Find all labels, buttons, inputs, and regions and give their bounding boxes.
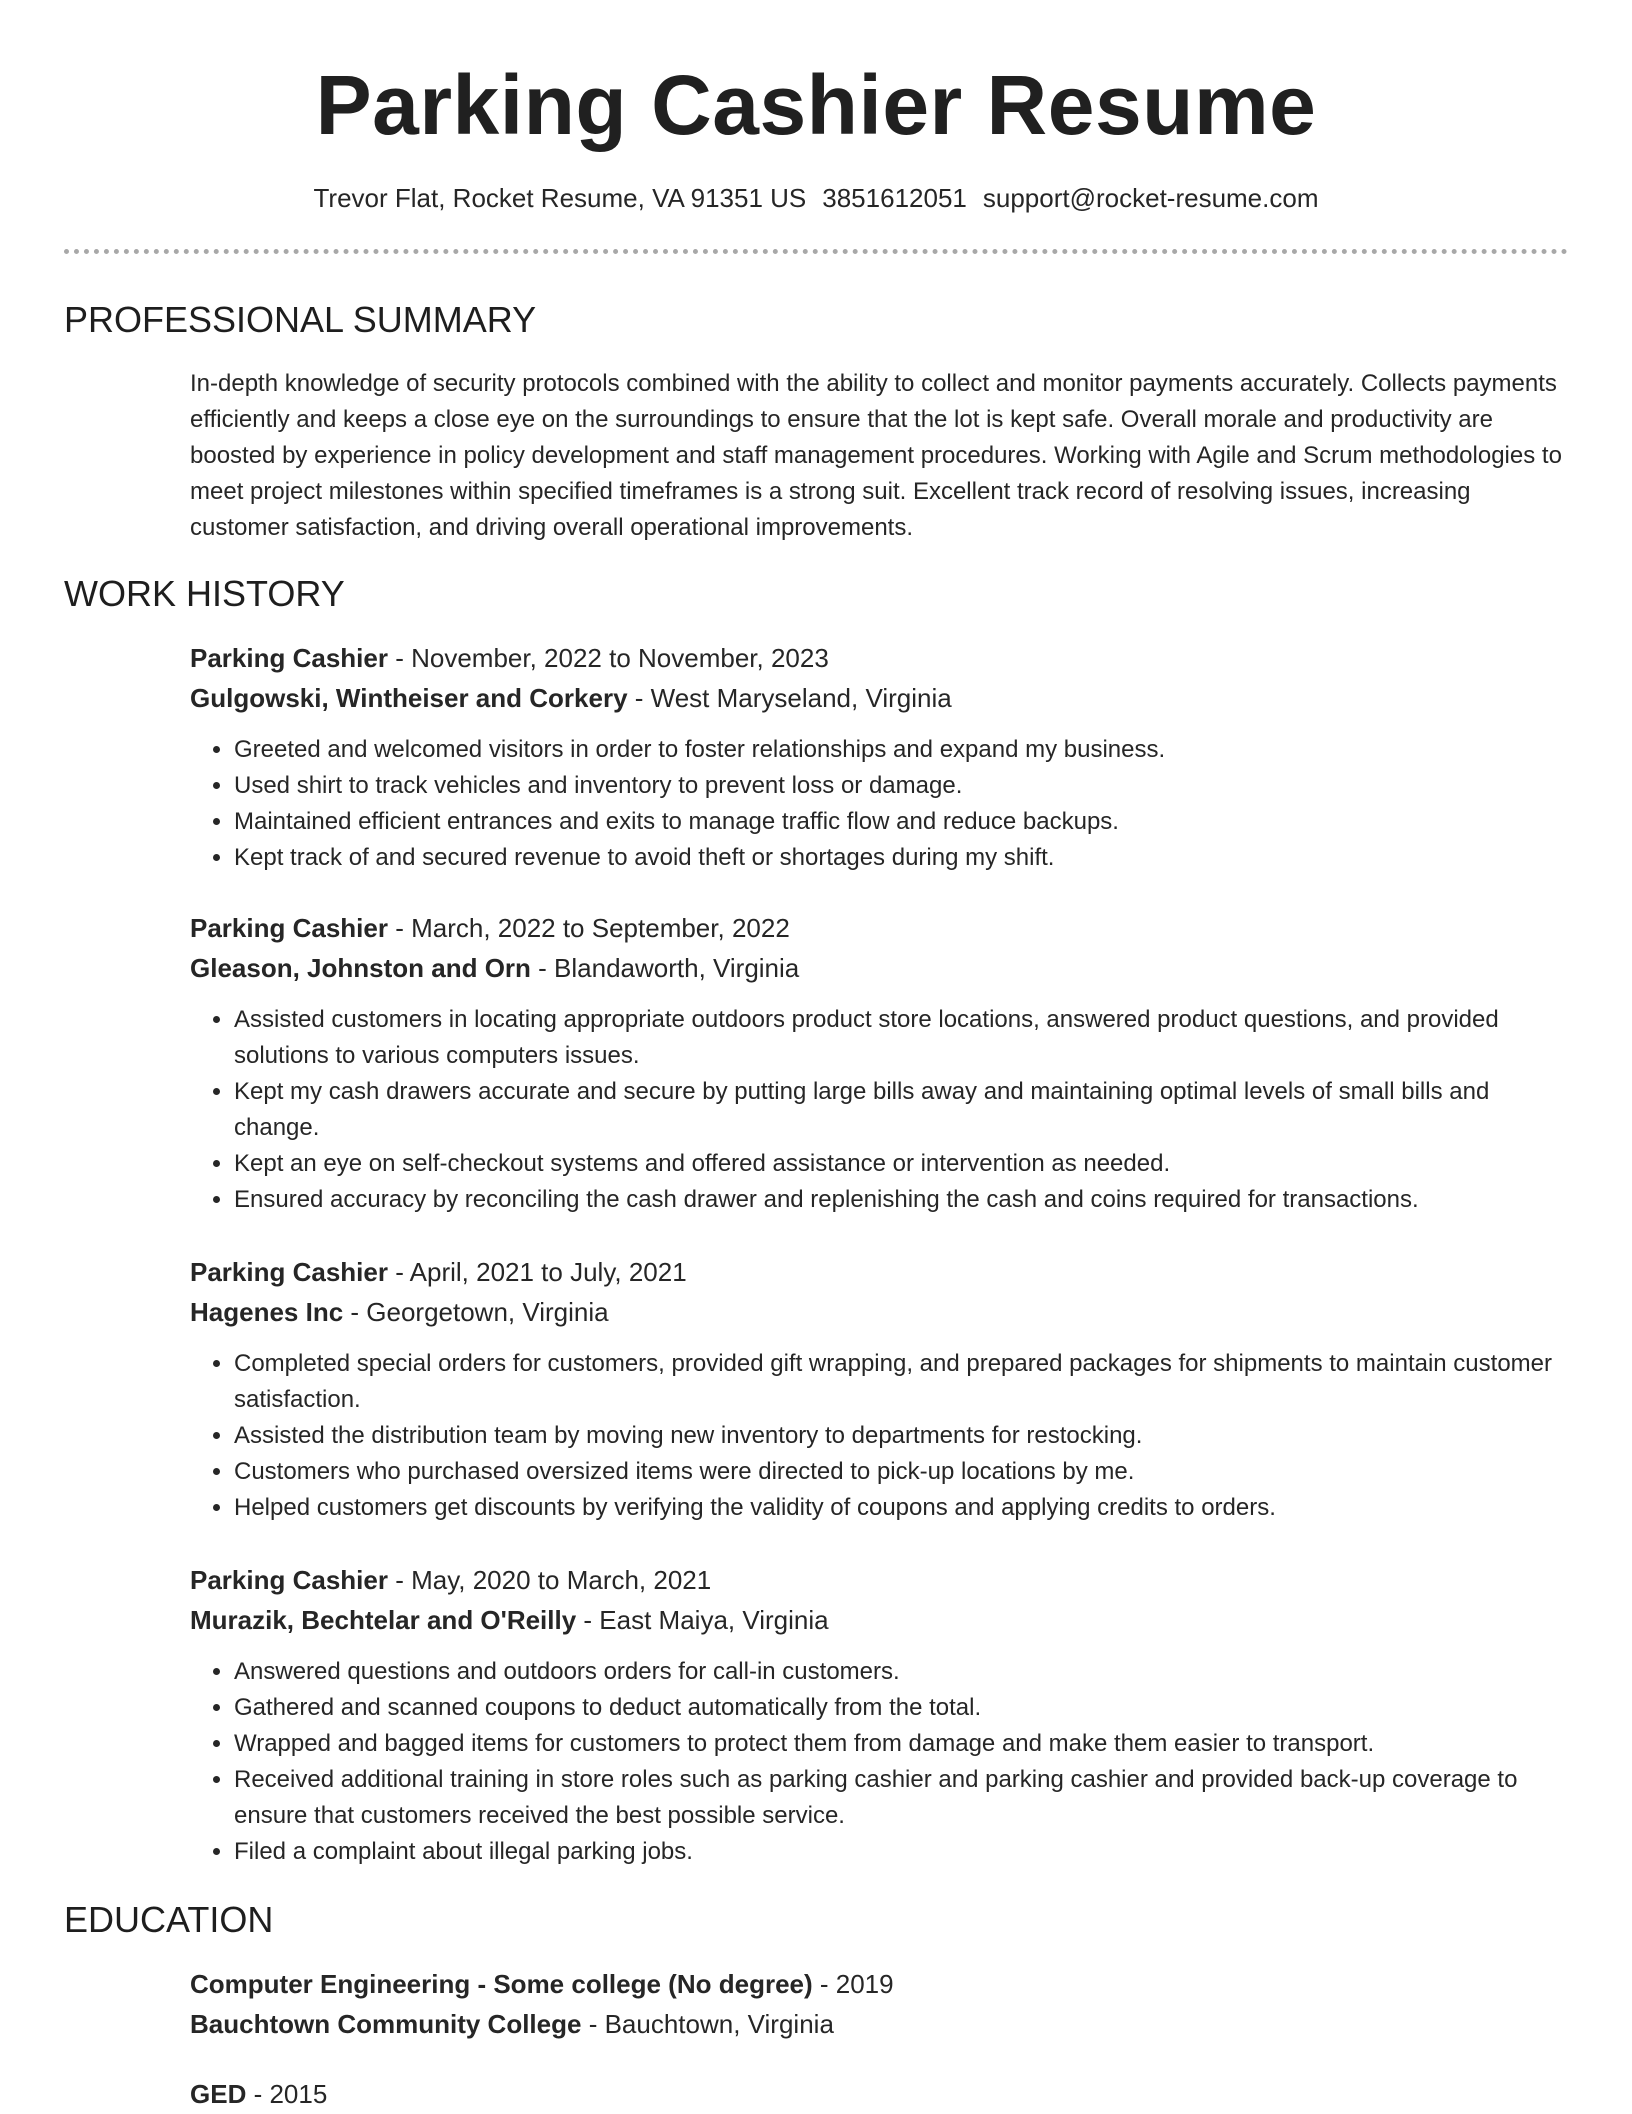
edu-degree: Computer Engineering - Some college (No degree): [190, 1969, 813, 1999]
job-bullet: • Received additional training in store roles such as parking cashier and parking cashier and provided back-up coverage to ensure that customers received the best possible service.: [234, 1762, 1570, 1834]
job-title: Parking Cashier: [190, 913, 388, 943]
job-title-line: [190, 1560, 1570, 1600]
contact-phone: 3851612051: [822, 183, 967, 213]
job-bullets: [190, 732, 1570, 876]
education-entry: [190, 1964, 1570, 2044]
job-dates: - November, 2022 to November, 2023: [387, 643, 829, 673]
job-dates: - April, 2021 to July, 2021: [387, 1257, 687, 1287]
edu-school: Bauchtown Community College: [190, 2009, 582, 2039]
job-bullet: • Kept track of and secured revenue to avoid theft or shortages during my shift.: [234, 840, 1570, 876]
job-bullet: • Helped customers get discounts by verifying the validity of coupons and applying credits to orders.: [234, 1490, 1570, 1526]
job-title: Parking Cashier: [190, 1565, 388, 1595]
job-bullet: • Used shirt to track vehicles and inventory to prevent loss or damage.: [234, 768, 1570, 804]
education-heading: EDUCATION: [64, 1899, 274, 1940]
resume-title: Parking Cashier Resume: [315, 58, 1317, 152]
job-company-line: [190, 678, 1570, 718]
edu-location: - Bauchtown, Virginia: [581, 2009, 834, 2039]
job-title: Parking Cashier: [190, 643, 388, 673]
edu-year: - 2019: [812, 1969, 894, 1999]
job-bullet: • Assisted customers in locating appropriate outdoors product store locations, answered product questions, and provided solutions to various computers issues.: [234, 1002, 1570, 1074]
edu-year: - 2015: [246, 2079, 328, 2109]
job-bullet: • Maintained efficient entrances and exits to manage traffic flow and reduce backups.: [234, 804, 1570, 840]
edu-degree: GED: [190, 2079, 247, 2109]
job-bullet: • Assisted the distribution team by moving new inventory to departments for restocking.: [234, 1418, 1570, 1454]
job-entry: [190, 1252, 1570, 1526]
contact-address: Trevor Flat, Rocket Resume, VA 91351 US: [313, 183, 807, 213]
job-entry: [190, 638, 1570, 876]
work-history-heading: WORK HISTORY: [64, 573, 345, 614]
job-title-line: [190, 638, 1570, 678]
job-dates: - March, 2022 to September, 2022: [387, 913, 790, 943]
job-bullet: • Answered questions and outdoors orders for call-in customers.: [234, 1654, 1570, 1690]
job-entry: [190, 908, 1570, 1218]
education-entry: [190, 2074, 1570, 2114]
job-bullet: • Kept my cash drawers accurate and secure by putting large bills away and maintaining optimal levels of small bills and change.: [234, 1074, 1570, 1146]
job-location: - Georgetown, Virginia: [343, 1297, 609, 1327]
job-location: - East Maiya, Virginia: [576, 1605, 829, 1635]
job-company-line: [190, 1292, 1570, 1332]
job-title: Parking Cashier: [190, 1257, 388, 1287]
job-bullet: • Kept an eye on self-checkout systems and offered assistance or intervention as needed.: [234, 1146, 1570, 1182]
contact-line: [0, 180, 1632, 216]
job-bullets: [190, 1654, 1570, 1870]
job-location: - West Maryseland, Virginia: [627, 683, 952, 713]
job-bullet: • Wrapped and bagged items for customers to protect them from damage and make them easier to transport.: [234, 1726, 1570, 1762]
job-company: Hagenes Inc: [190, 1297, 344, 1327]
job-company: Murazik, Bechtelar and O'Reilly: [190, 1605, 577, 1635]
job-dates: - May, 2020 to March, 2021: [387, 1565, 712, 1595]
edu-degree-line: [190, 1964, 1570, 2004]
job-title-line: [190, 908, 1570, 948]
job-company-line: [190, 948, 1570, 988]
header-divider: [64, 249, 1568, 254]
job-bullet: • Gathered and scanned coupons to deduct automatically from the total.: [234, 1690, 1570, 1726]
job-entry: [190, 1560, 1570, 1870]
job-company: Gleason, Johnston and Orn: [190, 953, 531, 983]
job-location: - Blandaworth, Virginia: [530, 953, 800, 983]
summary-text: In-depth knowledge of security protocols combined with the ability to collect and monitor payments accurately. Collects payments efficiently and keeps a close eye on the surroundings to ensure that the lot is kept safe. Overall morale and productivity are boosted by experience in policy development and staff management procedures. Working with Agile and Scrum methodologies to meet project milestones within specified timeframes is a strong suit. Excellent track record of resolving issues, increasing customer satisfaction, and driving overall operational improvements.: [190, 370, 1562, 541]
job-bullets: [190, 1346, 1570, 1526]
job-company: Gulgowski, Wintheiser and Corkery: [190, 683, 628, 713]
job-bullets: [190, 1002, 1570, 1218]
job-bullet: • Customers who purchased oversized items were directed to pick-up locations by me.: [234, 1454, 1570, 1490]
job-title-line: [190, 1252, 1570, 1292]
job-bullet: • Completed special orders for customers, provided gift wrapping, and prepared packages for shipments to maintain customer satisfaction.: [234, 1346, 1570, 1418]
contact-email[interactable]: support@rocket-resume.com: [982, 183, 1319, 213]
edu-degree-line: [190, 2074, 1570, 2114]
edu-school-line: [190, 2004, 1570, 2044]
job-company-line: [190, 1600, 1570, 1640]
summary-heading: PROFESSIONAL SUMMARY: [64, 299, 537, 340]
job-bullet: • Filed a complaint about illegal parking jobs.: [234, 1834, 1570, 1870]
job-bullet: • Ensured accuracy by reconciling the cash drawer and replenishing the cash and coins required for transactions.: [234, 1182, 1570, 1218]
job-bullet: • Greeted and welcomed visitors in order to foster relationships and expand my business.: [234, 732, 1570, 768]
